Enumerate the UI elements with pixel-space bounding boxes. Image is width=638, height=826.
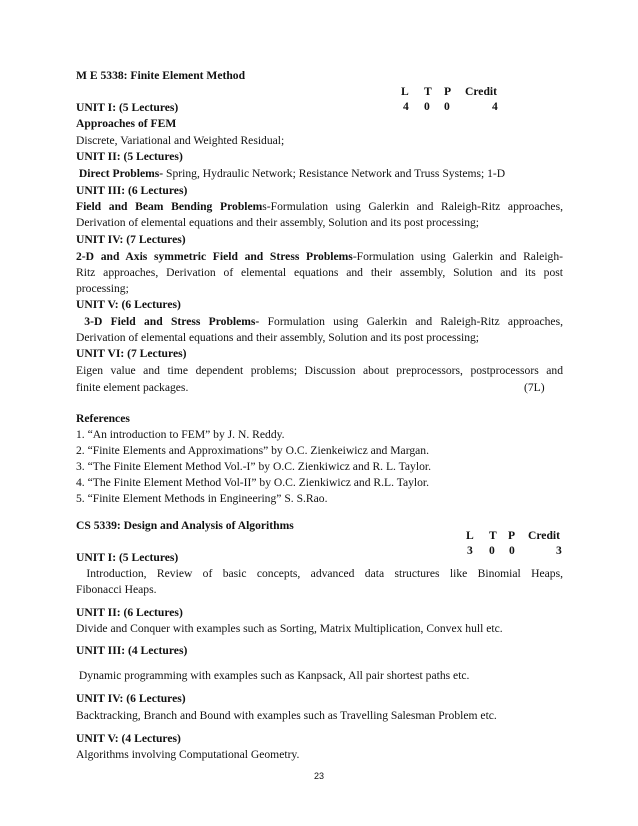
unit-text: Backtracking, Branch and Bound with examples such as Travelling Salesman Problem etc. — [76, 709, 497, 722]
topic-bold: Direct Problems- — [78, 167, 164, 180]
unit-subheading: Approaches of FEM — [76, 117, 177, 130]
unit-heading: UNIT III: (6 Lectures) — [76, 184, 188, 197]
topic-bold: Field and Beam Bending Problem — [76, 200, 263, 213]
unit-heading: UNIT III: (4 Lectures) — [76, 644, 188, 657]
unit-heading: UNIT VI: (7 Lectures) — [76, 347, 187, 360]
course-title: CS 5339: Design and Analysis of Algorithms — [76, 519, 294, 532]
unit-heading: UNIT V: (4 Lectures) — [76, 732, 181, 745]
unit-text: Divide and Conquer with examples such as Sorting, Matrix Multiplication, Convex hull etc. — [76, 622, 503, 635]
lecture-count: (7L) — [524, 381, 545, 394]
reference-item: 2. “Finite Elements and Approximations” by O.C. Zienkeiwicz and Margan. — [76, 444, 429, 457]
unit-heading: UNIT IV: (6 Lectures) — [76, 692, 186, 705]
ltp-t-value: 0 — [489, 544, 495, 557]
unit-text: Eigen value and time dependent problems; Discussion about preprocessors, postprocessors and — [76, 364, 563, 377]
ltp-credit-header: Credit — [528, 529, 560, 542]
topic-bold: 3-D Field and Stress Problems- — [84, 315, 260, 328]
ltp-credit-value: 3 — [556, 544, 562, 557]
ltp-p-value: 0 — [444, 100, 450, 113]
ltp-p-header: P — [444, 85, 452, 98]
unit-text: Ritz approaches, Derivation of elemental equations and their assembly, Solution and its post — [76, 266, 563, 279]
unit-heading: UNIT IV: (7 Lectures) — [76, 233, 186, 246]
unit-text: Derivation of elemental equations and their assembly, Solution and its post processing; — [76, 216, 480, 229]
ltp-l-value: 3 — [467, 544, 473, 557]
ltp-credit-header: Credit — [465, 85, 497, 98]
unit-text: Algorithms involving Computational Geometry. — [76, 748, 300, 761]
ltp-l-header: L — [466, 529, 474, 542]
unit-heading: UNIT II: (6 Lectures) — [76, 606, 183, 619]
unit-text: Dynamic programming with examples such as Kanpsack, All pair shortest paths etc. — [78, 669, 470, 682]
unit-heading: UNIT V: (6 Lectures) — [76, 298, 181, 311]
unit-heading: UNIT I: (5 Lectures) — [76, 101, 179, 114]
ltp-credit-value: 4 — [492, 100, 498, 113]
reference-item: 4. “The Finite Element Method Vol-II” by O.C. Zienkiwicz and R.L. Taylor. — [76, 476, 430, 489]
ltp-l-header: L — [401, 85, 409, 98]
ltp-p-header: P — [508, 529, 516, 542]
unit-text: Fibonacci Heaps. — [76, 583, 157, 596]
topic-bold: 2-D and Axis symmetric Field and Stress Problems — [76, 250, 353, 263]
ltp-t-header: T — [489, 529, 497, 542]
references-heading: References — [76, 412, 130, 425]
ltp-t-value: 0 — [424, 100, 430, 113]
ltp-p-value: 0 — [509, 544, 515, 557]
unit-text: Derivation of elemental equations and their assembly, Solution and its post processing; — [76, 331, 480, 344]
unit-text: finite element packages. — [76, 381, 189, 394]
page-number: 23 — [313, 771, 324, 781]
reference-item: 1. “An introduction to FEM” by J. N. Reddy. — [76, 428, 285, 441]
unit-text: 3-D Field and Stress Problems- Formulation using Galerkin and Raleigh-Ritz approaches, — [84, 315, 563, 328]
ltp-l-value: 4 — [403, 100, 409, 113]
unit-text: Field and Beam Bending Problems-Formulation using Galerkin and Raleigh-Ritz approaches, — [76, 200, 563, 213]
reference-item: 3. “The Finite Element Method Vol.-I” by O.C. Zienkiwicz and R. L. Taylor. — [76, 460, 431, 473]
unit-heading: UNIT I: (5 Lectures) — [76, 551, 179, 564]
reference-item: 5. “Finite Element Methods in Engineering” S. S.Rao. — [76, 492, 328, 505]
unit-text: Introduction, Review of basic concepts, advanced data structures like Binomial Heaps, — [86, 567, 563, 580]
course-title: M E 5338: Finite Element Method — [76, 69, 246, 82]
unit-text: processing; — [76, 282, 129, 295]
unit-text: Direct Problems- Spring, Hydraulic Network; Resistance Network and Truss Systems; 1-D — [78, 167, 506, 180]
unit-text: Discrete, Variational and Weighted Residual; — [76, 134, 285, 147]
ltp-t-header: T — [424, 85, 432, 98]
unit-text: 2-D and Axis symmetric Field and Stress Problems-Formulation using Galerkin and Raleigh- — [76, 250, 563, 263]
unit-heading: UNIT II: (5 Lectures) — [76, 150, 183, 163]
